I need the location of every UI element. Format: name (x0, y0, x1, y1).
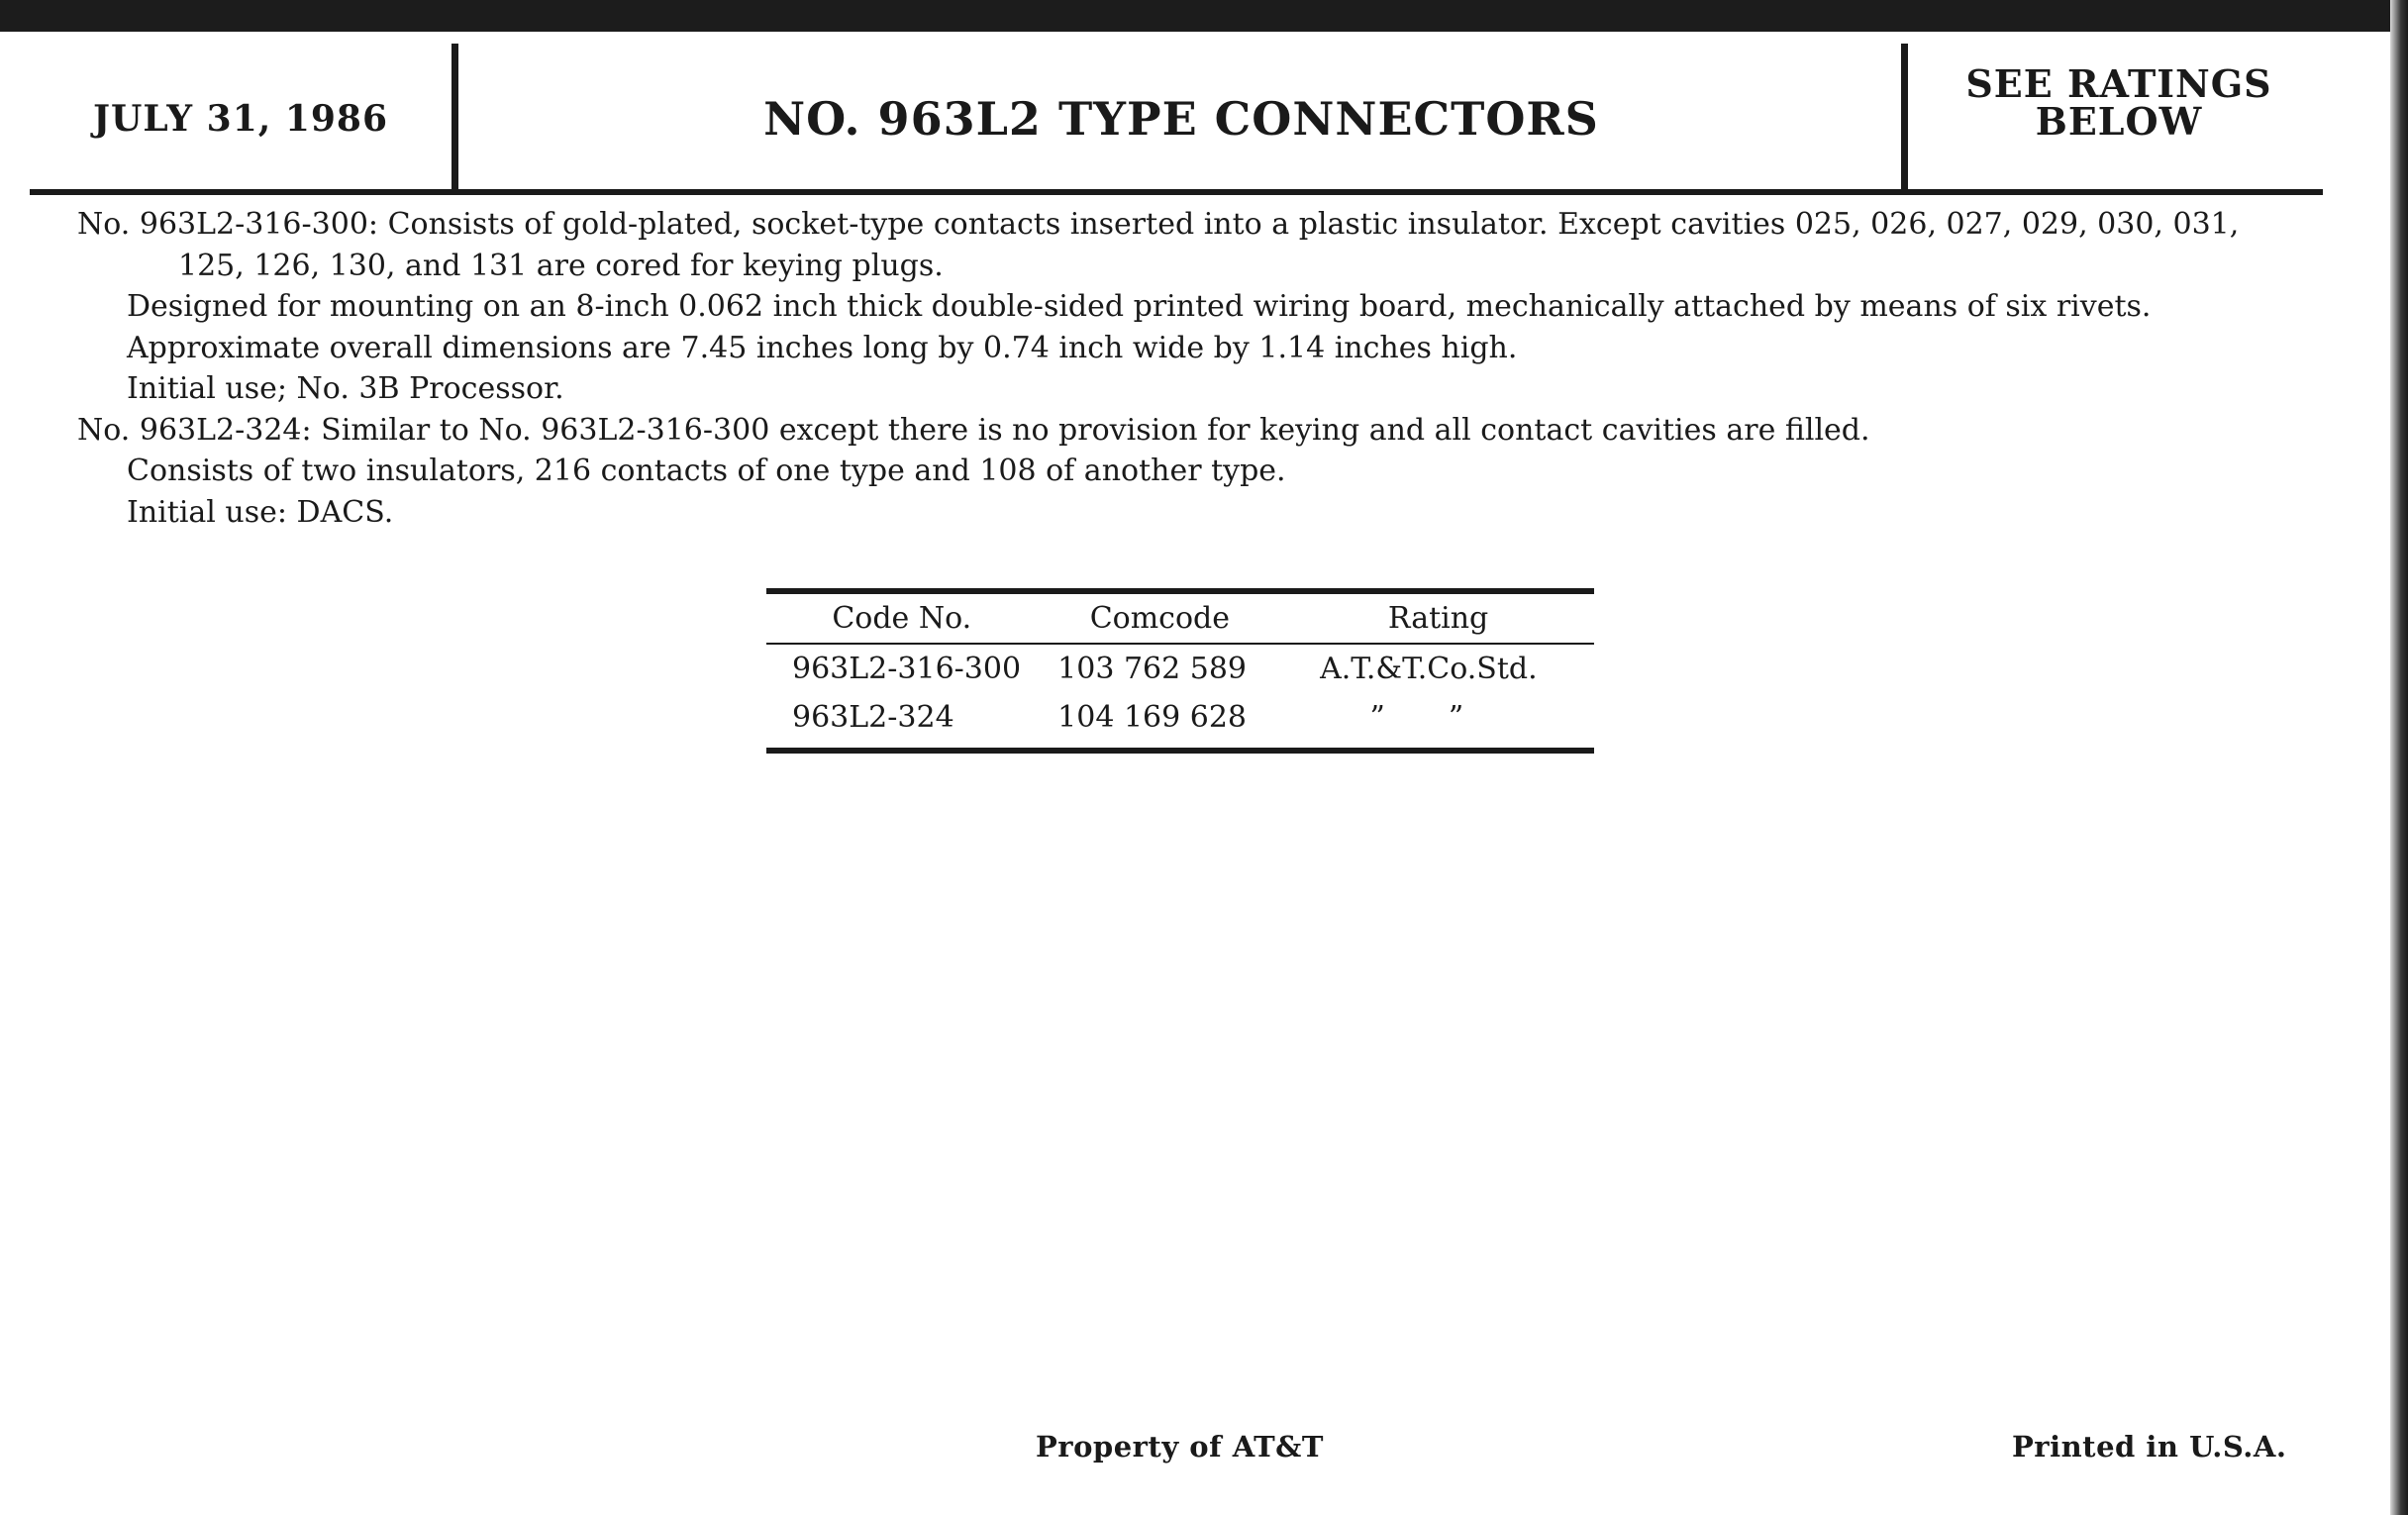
col-header-code: Code No. (832, 601, 972, 636)
top-scan-border (0, 0, 2408, 32)
footer-property: Property of AT&T (1036, 1430, 1324, 1464)
cell-rating: A.T.&T.Co.Std. (1320, 652, 1538, 686)
table-header-row (766, 594, 1594, 643)
cell-comcode: 103 762 589 (1057, 652, 1247, 686)
header-date: JULY 31, 1986 (92, 98, 389, 140)
paragraph-mounting: Designed for mounting on an 8-inch 0.062 inch thick double-sided printed wiring board, mechanically attached by means of six rivets. (127, 289, 2152, 324)
page-title: NO. 963L2 TYPE CONNECTORS (763, 92, 1599, 146)
col-header-rating: Rating (1387, 601, 1489, 636)
table-row (766, 645, 1594, 693)
header-rule (30, 189, 2323, 195)
table-bottom-rule (766, 748, 1594, 754)
header-divider-left (452, 44, 458, 192)
cell-code: 963L2-324 (792, 700, 954, 735)
paragraph-initial-use-2: Initial use: DACS. (127, 494, 394, 530)
paragraph-324: No. 963L2-324: Similar to No. 963L2-316-300 except there is no provision for keying and all contact cavities are filled. (77, 412, 1870, 448)
paragraph-initial-use-1: Initial use; No. 3B Processor. (127, 371, 564, 406)
paragraph-316-300: No. 963L2-316-300: Consists of gold-plated, socket-type contacts inserted into a plastic insulator. Except cavities 025, 026, 027, 029, 030, 031, 125, 126, 130, and 131 are cored for keying plugs. (77, 207, 2240, 283)
page-header (30, 40, 2325, 188)
ratings-line-2: BELOW (2035, 99, 2203, 144)
table-row (766, 693, 1594, 742)
footer-printed: Printed in U.S.A. (2012, 1430, 2287, 1464)
paragraph-dimensions: Approximate overall dimensions are 7.45 inches long by 0.74 inch wide by 1.14 inches high. (127, 330, 1518, 365)
ratings-line-1: SEE RATINGS (1965, 61, 2272, 106)
paragraph-insulators: Consists of two insulators, 216 contacts of one type and 108 of another type. (127, 454, 1286, 488)
cell-rating-ditto: ”” (1369, 700, 1528, 735)
right-scan-border (2390, 0, 2408, 1515)
cell-comcode: 104 169 628 (1057, 700, 1247, 735)
header-ratings-note (1911, 61, 2327, 144)
cell-code: 963L2-316-300 (792, 652, 1022, 686)
col-header-comcode: Comcode (1089, 601, 1230, 636)
header-divider-right (1901, 44, 1908, 192)
description-body (77, 204, 2295, 533)
ratings-table (766, 588, 1594, 754)
